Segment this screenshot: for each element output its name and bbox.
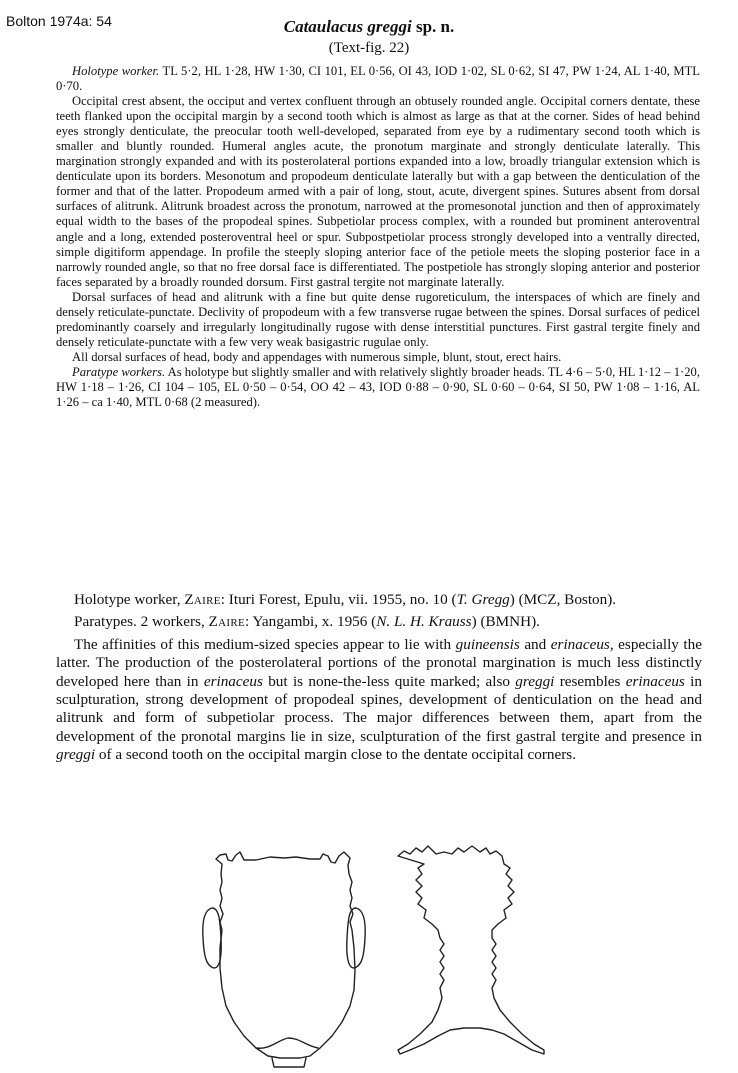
species-ref: erinaceus <box>550 635 610 653</box>
species-ref: erinaceus <box>203 672 263 690</box>
holotype-country: Zaire <box>184 591 221 608</box>
affinities-text: and <box>519 635 551 653</box>
paratypes-collector: N. L. H. Krauss <box>376 613 472 631</box>
paratype-label: Paratype workers. <box>72 364 166 379</box>
paratypes-locality-prefix: Paratypes. 2 workers, <box>74 613 209 631</box>
holotype-measurements <box>56 64 700 94</box>
affinities-text: but is none-the-less quite marked; also <box>262 672 516 690</box>
affinities-text: The affinities of this medium-sized species appear to lie with <box>74 635 456 653</box>
species-title <box>0 17 738 37</box>
holotype-locality-prefix: Holotype worker, <box>74 591 185 608</box>
paratypes-locality <box>56 613 702 631</box>
paratypes-country: Zaire <box>208 613 245 631</box>
left-eye-shape <box>203 908 221 968</box>
holotype-locality <box>56 591 702 609</box>
affinities-text: , especially the latter. The production of the posterolateral portions of the pronotal margination is much less distinctly developed here than in <box>56 635 702 690</box>
paratype-values: As holotype but slightly smaller and with relatively slightly broader heads. TL 4·6 – 5·0, HL 1·12 – 1·20, HW 1·18 – 1·26, CI 104 – 105, EL 0·50 – 0·54, OO 42 – 43, IOD 0·88 – 0·90, SL 0·60 – 0·64, SI 50, PW 1·08 – 1·16, AL 1·26 – ca 1·40, MTL 0·68 (2 measured). <box>56 364 700 410</box>
right-eye-shape <box>347 908 365 968</box>
holotype-locality-detail: : Ituri Forest, Epulu, vii. 1955, no. 10 ( <box>220 591 457 608</box>
holotype-label: Holotype worker. <box>72 64 160 78</box>
affinities-text: of a second tooth on the occipital margin close to the dentate occipital corners. <box>95 746 577 764</box>
affinities-text: in sculpturation, strong development of propodeal spines, development of denticulation on the head and alitrunk and form of subpetiolar process. The major differences between them, apart from the development of the pronotal margins lie in size, sculpturation of the first gastral tergite and presence in <box>56 672 702 745</box>
species-status: sp. n. <box>411 17 455 36</box>
mandible-line <box>272 1058 306 1067</box>
affinities-paragraph <box>56 636 702 765</box>
clypeus-line <box>256 1038 318 1048</box>
paratype-measurements <box>56 365 700 410</box>
text-figure-22 <box>192 838 562 1070</box>
description-block <box>56 64 700 410</box>
material-block <box>56 591 702 769</box>
species-ref: greggi <box>515 672 555 690</box>
paratypes-depository: ) (BMNH). <box>471 613 540 631</box>
affinities-text: resembles <box>554 672 626 690</box>
species-name: Cataulacus greggi <box>283 17 412 36</box>
figure-reference: (Text-fig. 22) <box>328 40 410 56</box>
holotype-depository: ) (MCZ, Boston). <box>509 591 617 608</box>
holotype-values: TL 5·2, HL 1·28, HW 1·30, CI 101, EL 0·56, OI 43, IOD 1·02, SL 0·62, SI 47, PW 1·24, AL 1·40, MTL 0·70. <box>56 64 700 94</box>
paratypes-locality-detail: : Yangambi, x. 1956 ( <box>245 613 377 631</box>
species-ref: greggi <box>56 746 96 764</box>
description-paragraph-2: Dorsal surfaces of head and alitrunk with a fine but quite dense rugoreticulum, the interspaces of which are finely and densely reticulate-punctate. Declivity of propodeum with a few transverse rugae between the spines. Dorsal surfaces of pedicel predominantly coarsely and irregularly longitudinally rugose with dense interstitial punctures. First gastral tergite finely and densely reticulate-punctate with a few very weak basigastric rugulae only. <box>56 289 700 349</box>
species-ref: guineensis <box>455 635 520 653</box>
alitrunk-outline <box>398 846 544 1054</box>
holotype-collector: T. Gregg <box>456 591 510 608</box>
description-paragraph-3: All dorsal surfaces of head, body and appendages with numerous simple, blunt, stout, erect hairs. <box>72 349 562 364</box>
description-paragraph-1: Occipital crest absent, the occiput and vertex confluent through an obtusely rounded angle. Occipital corners dentate, these teeth flanked upon the occipital margin by a second tooth which is almost as large as that at the corner. Sides of head behind eyes strongly denticulate, the preocular tooth well-developed, separated from eye by a rudimentary second tooth which is smaller and bluntly rounded. Humeral angles acute, the pronotum marginate and strongly denticulate laterally. This margination strongly expanded and with its posterolateral portions expanded into a low, broadly triangular extension which is denticulate upon its borders. Mesonotum and propodeum denticulate laterally but with a gap between the denticulation of the former and that of the latter. Propodeum armed with a pair of long, stout, acute, divergent spines. Sutures absent from dorsal surfaces of alitrunk. Alitrunk broadest across the pronotum, narrowed at the promesonotal junction and then of approximately equal width to the bases of the propodeal spines. Subpetiolar process complex, with a rounded but prominent anteroventral angle and a long, extended posteroventral heel or spur. Subpostpetiolar process strongly developed into a ventrally directed, simple digitiform appendage. In profile the steeply sloping anterior face of the petiole meets the sloping posterior face in a narrowly rounded angle, so that no free dorsal face is differentiated. The postpetiole has strongly sloping anterior and posterior faces separated by a broadly rounded dorsum. First gastral tergite not marginate laterally. <box>56 94 700 289</box>
head-outline <box>216 852 355 1058</box>
source-reference: Bolton 1974a: 54 <box>6 13 112 29</box>
species-ref: erinaceus <box>625 672 685 690</box>
